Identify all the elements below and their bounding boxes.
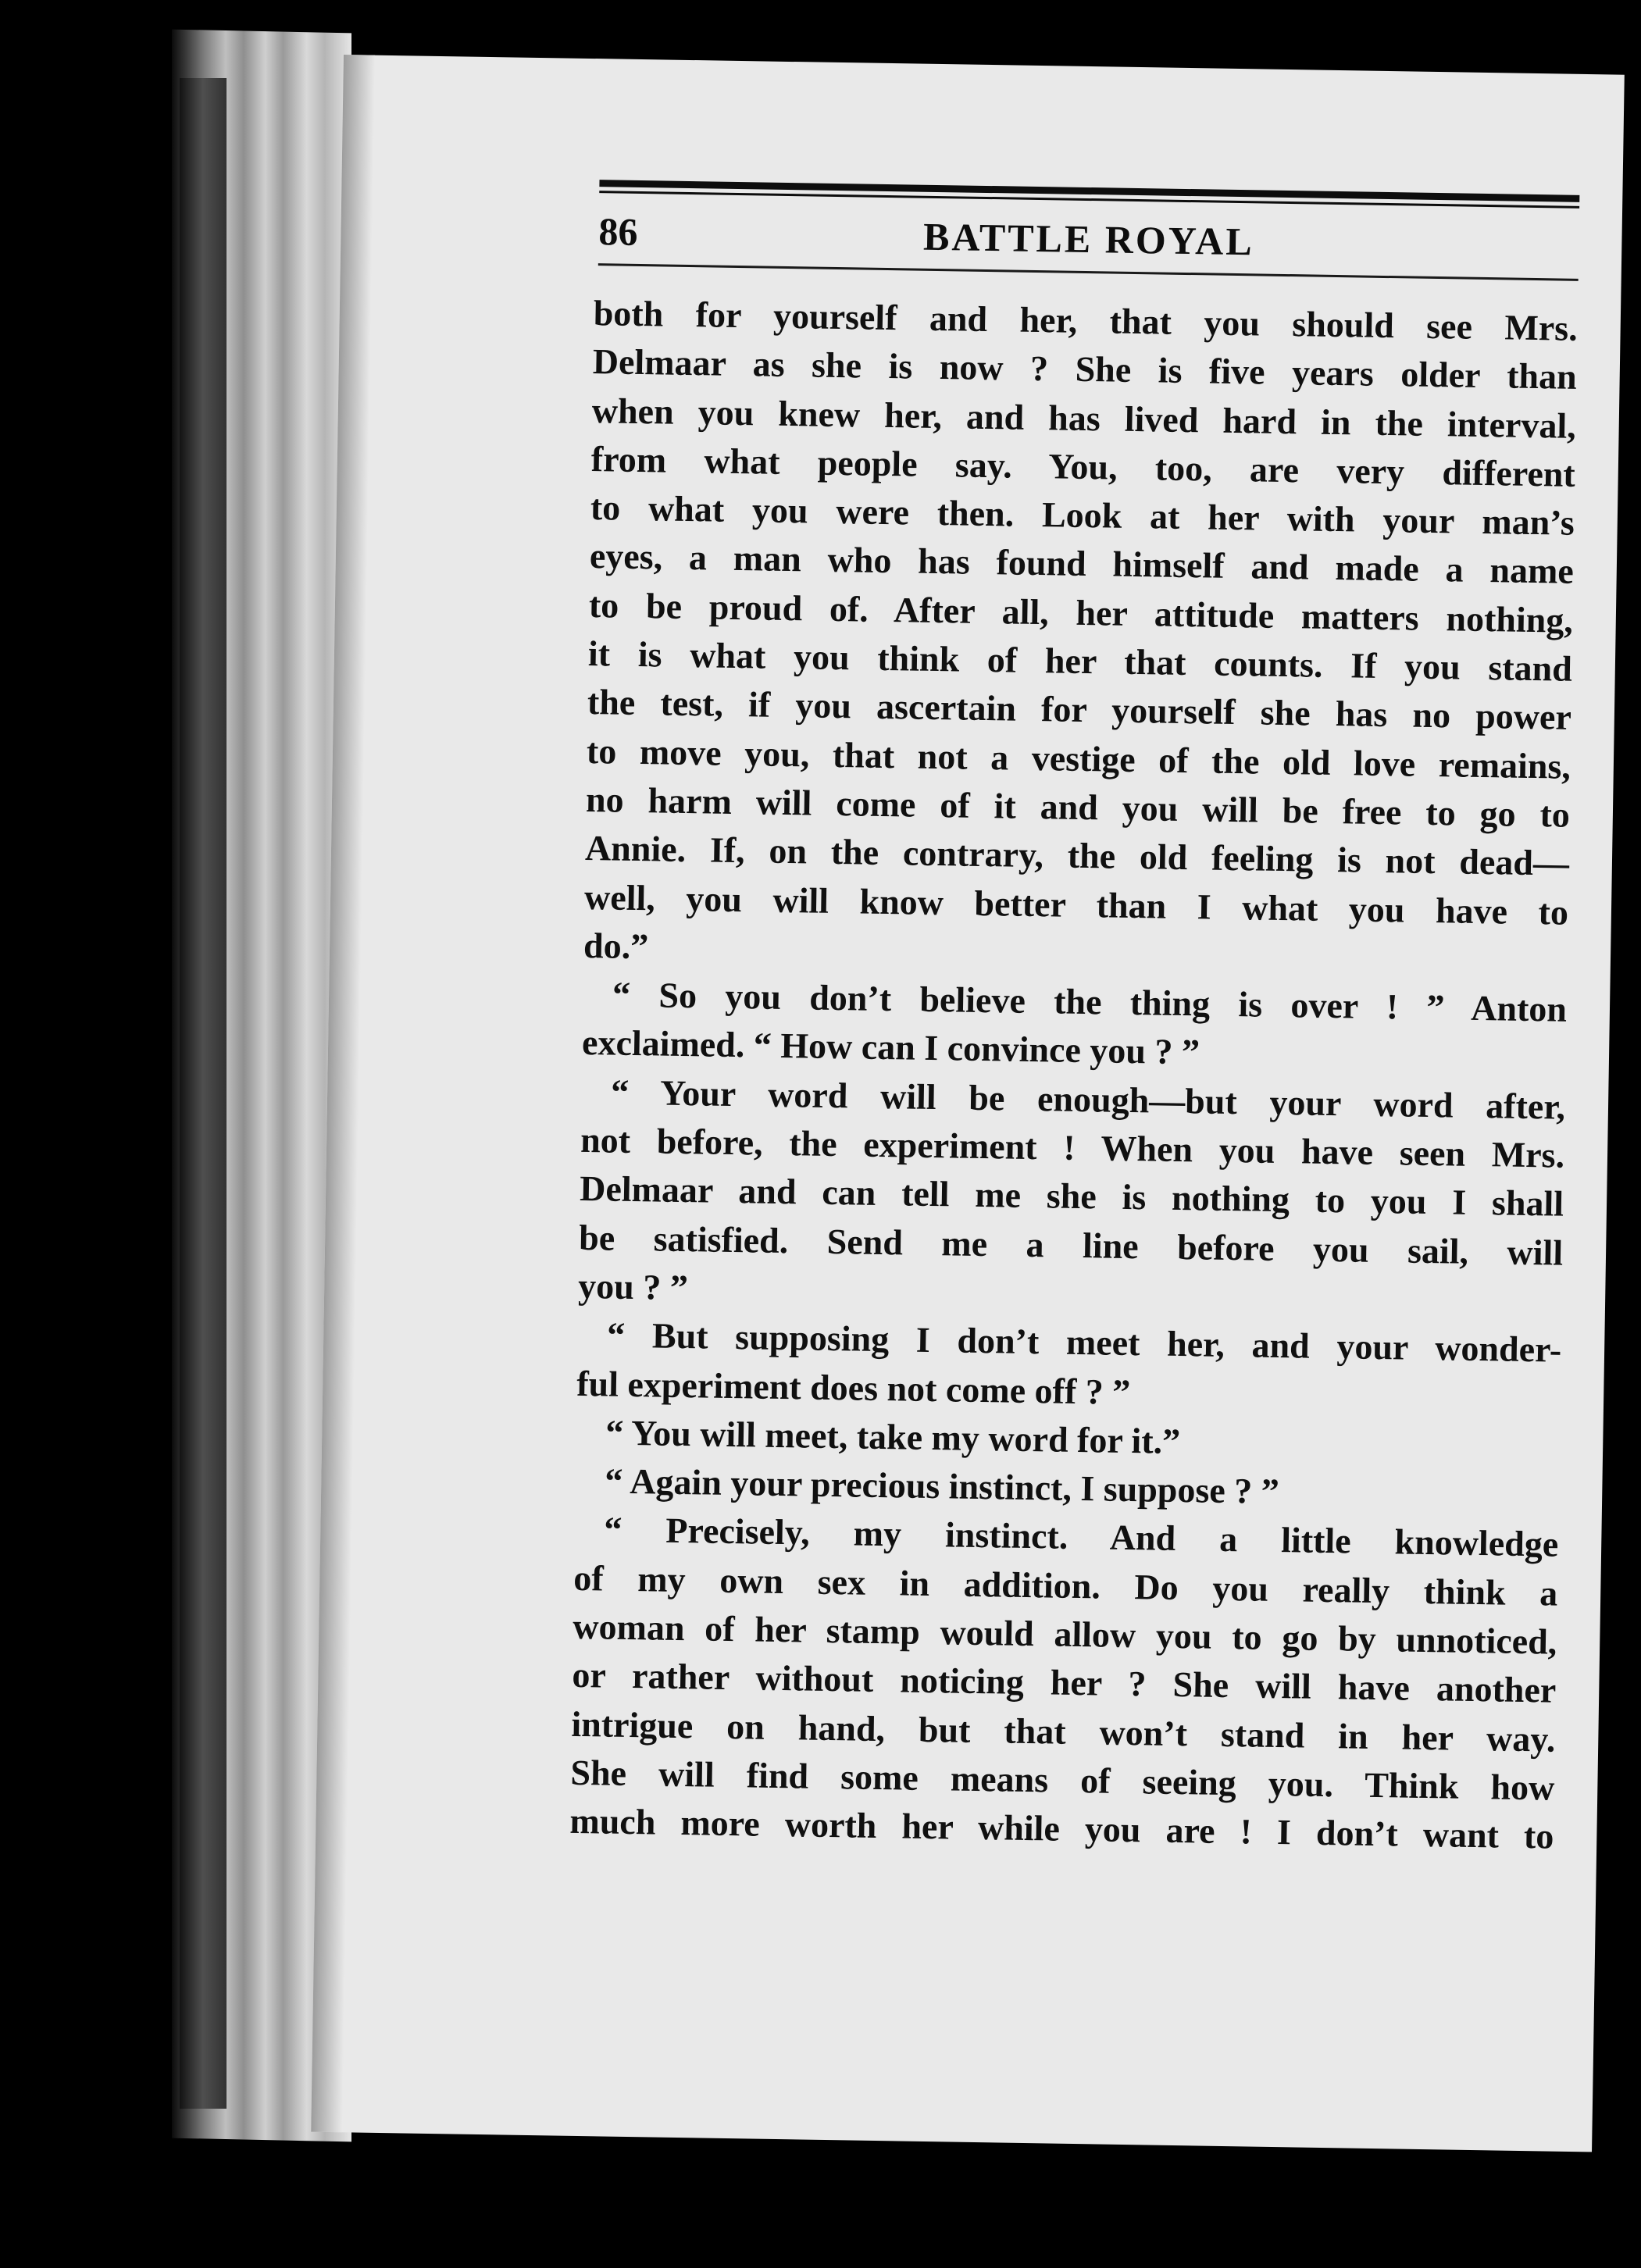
text-line: “ Again your precious instinct, I suppose ? ” <box>604 1460 1280 1512</box>
paragraph-2 <box>582 970 1568 1082</box>
text-line: ful experiment does not come off ? ” <box>576 1363 1131 1412</box>
text-line: Delmaar and can tell me she is nothing to you I shall <box>579 1168 1564 1225</box>
text-line: well, you will know better than I what you have to <box>583 876 1569 933</box>
book-page <box>311 55 1625 2152</box>
text-line: much more worth her while you are ! I don’t want to <box>569 1801 1554 1856</box>
paragraph-1 <box>583 289 1579 986</box>
running-head <box>598 180 1580 281</box>
text-line: “ Precisely, my instinct. And a little knowledge <box>603 1509 1559 1565</box>
text-line: to be proud of. After all, her attitude matters nothing, <box>588 584 1574 640</box>
text-line: no harm will come of it and you will be free to go to <box>585 779 1571 835</box>
text-line: Annie. If, on the contrary, the old feeling is not dead— <box>584 828 1570 884</box>
paragraph-3 <box>578 1068 1566 1326</box>
text-line: or rather without noticing her ? She will have another <box>572 1655 1557 1710</box>
text-line: woman of her stamp would allow you to go by unnoticed, <box>573 1606 1557 1662</box>
book-title: BATTLE ROYAL <box>922 214 1255 264</box>
text-line: Delmaar as she is now ? She is five years older than <box>592 341 1578 398</box>
text-line: intrigue on hand, but that won’t stand in her way. <box>571 1703 1556 1760</box>
text-line: “ But supposing I don’t meet her, and your wonder- <box>606 1314 1562 1370</box>
text-line: not before, the experiment ! When you have seen Mrs. <box>580 1119 1565 1175</box>
text-line: “ Your word will be enough—but your word after, <box>610 1072 1566 1127</box>
paragraph-7 <box>569 1505 1559 1861</box>
text-line: the test, if you ascertain for yourself she has no power <box>587 682 1572 738</box>
text-line: eyes, a man who has found himself and made a name <box>589 536 1575 592</box>
text-line: be satisfied. Send me a line before you sail, will <box>578 1217 1564 1273</box>
text-line: from what people say. You, too, are very different <box>590 438 1576 494</box>
text-line: to what you were then. Look at her with your man’s <box>590 487 1575 544</box>
text-line: “ So you don’t believe the thing is over ! ” Anton <box>612 974 1568 1029</box>
text-line: do.” <box>583 925 649 967</box>
text-line: “ You will meet, take my word for it.” <box>605 1412 1181 1461</box>
text-line: you ? ” <box>577 1265 689 1308</box>
text-line: it is what you think of her that counts. If you stand <box>587 633 1573 689</box>
text-line: of my own sex in addition. Do you really think a <box>573 1557 1558 1614</box>
paragraph-4 <box>576 1311 1562 1423</box>
page-number: 86 <box>598 209 638 254</box>
text-line: She will find some means of seeing you. Think how <box>570 1752 1555 1808</box>
body-text <box>569 289 1578 1861</box>
book-binding-shadow <box>180 78 227 2109</box>
text-line: exclaimed. “ How can I convince you ? ” <box>581 1022 1200 1072</box>
text-line: when you knew her, and has lived hard in the interval, <box>591 390 1577 446</box>
text-line: to move you, that not a vestige of the old love remains, <box>586 730 1571 786</box>
text-line: both for yourself and her, that you should see Mrs. <box>593 293 1579 348</box>
